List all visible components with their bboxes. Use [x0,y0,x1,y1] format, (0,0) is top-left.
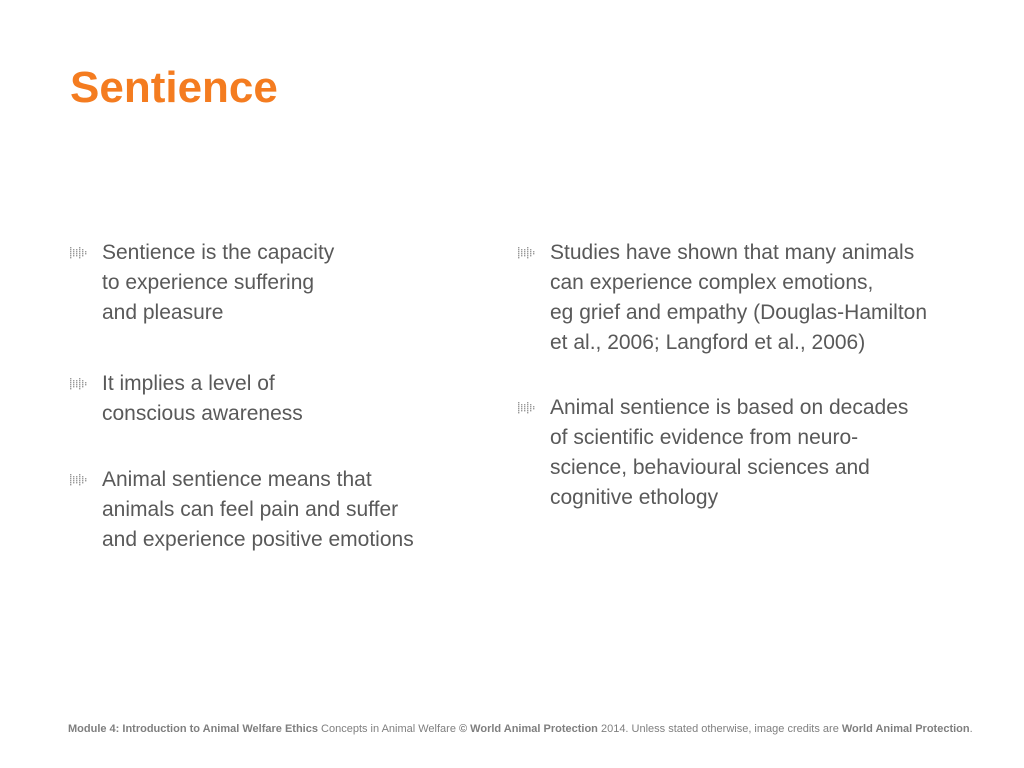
slide-title: Sentience [70,63,278,112]
bullet-item [516,238,986,358]
footer-end: . [969,723,973,735]
footer-year-note: 2014. Unless stated otherwise, image credits are [597,723,842,735]
footer-module: Module 4: Introduction to Animal Welfare Ethics [68,723,318,735]
bullet-item [68,465,488,555]
bullet-item [68,238,488,328]
dot-grid-arrow-icon [518,402,536,414]
footer-copyright: © World Animal Protection [459,723,598,735]
footer-topic: Concepts in Animal Welfare [317,723,459,735]
left-bullet-column [68,238,488,555]
dot-grid-arrow-icon [70,247,88,259]
dot-grid-arrow-icon [518,247,536,259]
bullet-item [68,369,488,429]
bullet-text: Animal sentience is based on decades of scientific evidence from neuro- science, behavioural sciences and cognitive ethology [550,396,909,509]
slide-footer [68,723,973,735]
footer-credit: World Animal Protection [841,723,970,735]
right-bullet-column [516,238,986,513]
dot-grid-arrow-icon [70,378,88,390]
bullet-text: Studies have shown that many animals can experience complex emotions, eg grief and empathy (Douglas-Hamilton et al., 2006; Langford et al., 2006) [550,241,928,354]
bullet-text: Sentience is the capacity to experience suffering and pleasure [102,241,335,324]
dot-grid-arrow-icon [70,474,88,486]
bullet-text: It implies a level of conscious awareness [102,372,303,425]
bullet-item [516,393,986,513]
bullet-text: Animal sentience means that animals can feel pain and suffer and experience positive emotions [102,468,414,551]
